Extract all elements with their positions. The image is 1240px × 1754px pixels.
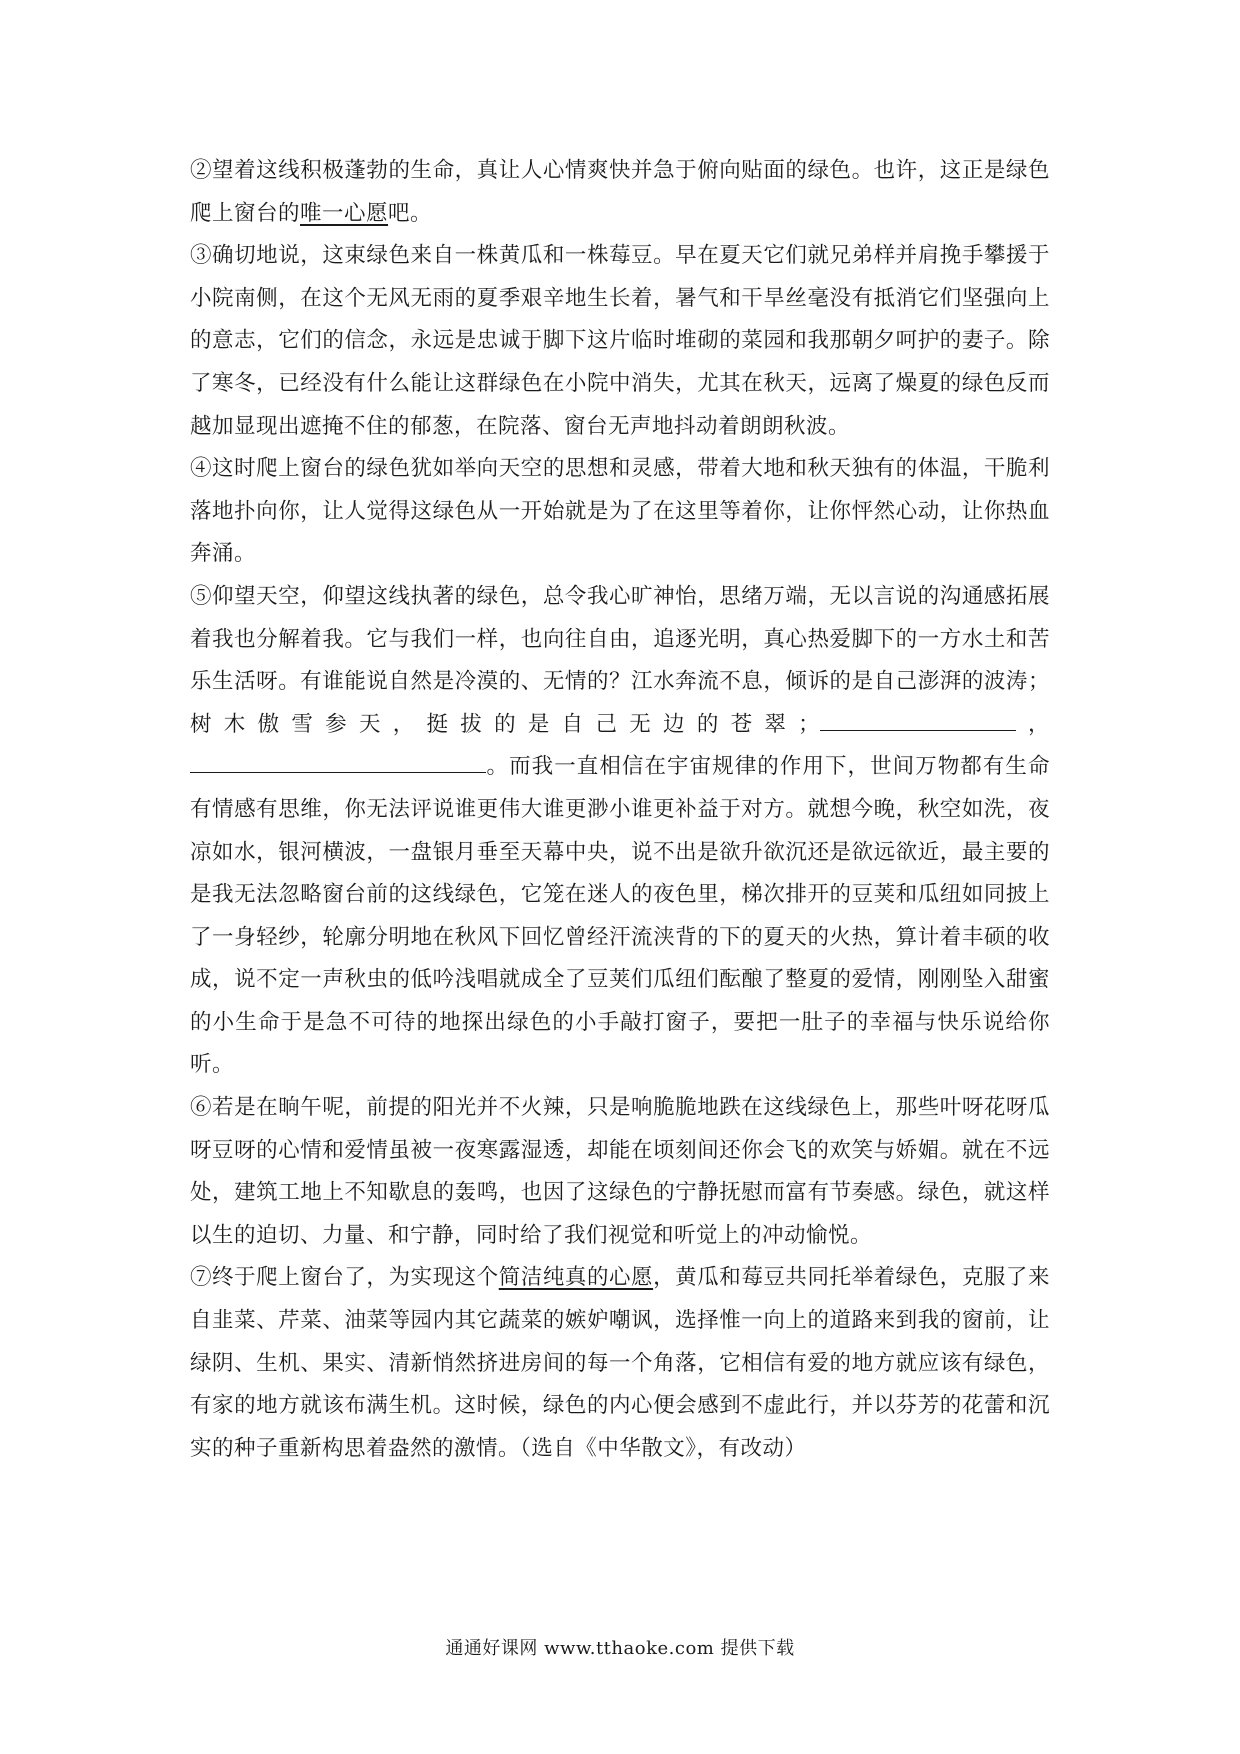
paragraph-p3	[190, 235, 1050, 448]
document-body	[190, 150, 1050, 1470]
text-segment: ⑤仰望天空，仰望这线执著的绿色，总令我心旷神怡，思绪万端，无以言说的沟通感拓展着我也分解着我。它与我们一样，也向往自由，追逐光明，真心热爱脚下的一方水土和苦乐生活呀。有谁能说自然是冷漠的、无情的？江水奔流不息，倾诉的是自己澎湃的波涛；树木傲雪参天，挺拔的是自己无边的苍翠；	[190, 583, 1050, 737]
underlined-phrase: 简洁纯真的心愿	[498, 1265, 654, 1291]
text-segment: 吧。	[388, 200, 433, 226]
text-segment: ，黄瓜和莓豆共同托举着绿色，克服了来自韭菜、芹菜、油菜等园内其它蔬菜的嫉妒嘲讽，选择惟一向上的道路来到我的窗前，让绿阴、生机、果实、清新悄然挤进房间的每一个角落，它相信有爱的地方就应该有绿色，有家的地方就该布满生机。这时候，绿色的内心便会感到不虚此行，并以芬芳的花蕾和沉实的种子重新构思着盎然的激情。（选自《中华散文》，有改动）	[190, 1265, 1050, 1461]
text-segment: ②望着这线积极蓬勃的生命，真让人心情爽快并急于俯向贴面的绿色。也许，这正是绿色爬上窗台的	[190, 158, 1050, 226]
text-segment: ③确切地说，这束绿色来自一株黄瓜和一株莓豆。早在夏天它们就兄弟样并肩挽手攀援于小院南侧，在这个无风无雨的夏季艰辛地生长着，暑气和干旱丝毫没有抵消它们坚强向上的意志，它们的信念，永远是忠诚于脚下这片临时堆砌的菜园和我那朝夕呵护的妻子。除了寒冬，已经没有什么能让这群绿色在小院中消失，尤其在秋天，远离了燥夏的绿色反而越加显现出遮掩不住的郁葱，在院落、窗台无声地抖动着朗朗秋波。	[190, 243, 1050, 439]
text-segment: ⑥若是在晌午呢，前提的阳光并不火辣，只是响脆脆地跌在这线绿色上，那些叶呀花呀瓜呀豆呀的心情和爱情虽被一夜寒露湿透，却能在顷刻间还你会飞的欢笑与娇媚。就在不远处，建筑工地上不知歇息的轰鸣，也因了这绿色的宁静抚慰而富有节奏感。绿色，就这样以生的迫切、力量、和宁静，同时给了我们视觉和听觉上的冲动愉悦。	[190, 1095, 1050, 1248]
underlined-phrase: 唯一心愿	[300, 200, 389, 226]
paragraph-p7	[190, 1257, 1050, 1470]
fill-in-blank-b[interactable]	[190, 746, 486, 773]
paragraph-p6	[190, 1087, 1050, 1257]
paragraph-p2	[190, 150, 1050, 235]
text-segment: ，	[1016, 711, 1050, 737]
fill-in-blank-a[interactable]	[820, 704, 1016, 731]
text-segment: ⑦终于爬上窗台了，为实现这个	[190, 1265, 499, 1291]
paragraph-p5	[190, 576, 1050, 1087]
text-segment: ④这时爬上窗台的绿色犹如举向天空的思想和灵感，带着大地和秋天独有的体温，干脆利落地扑向你，让人觉得这绿色从一开始就是为了在这里等着你，让你怦然心动，让你热血奔涌。	[190, 456, 1050, 567]
paragraph-p4	[190, 448, 1050, 576]
text-segment: 。而我一直相信在宇宙规律的作用下，世间万物都有生命有情感有思维，你无法评说谁更伟大谁更渺小谁更补益于对方。就想今晚，秋空如洗，夜凉如水，银河横波，一盘银月垂至天幕中央，说不出是欲升欲沉还是欲远欲近，最主要的是我无法忽略窗台前的这线绿色，它笼在迷人的夜色里，梯次排开的豆荚和瓜纽如同披上了一身轻纱，轮廓分明地在秋风下回忆曾经汗流浃背的下的夏天的火热，算计着丰硕的收成，说不定一声秋虫的低吟浅唱就成全了豆荚们瓜纽们酝酿了整夏的爱情，刚刚坠入甜蜜的小生命于是急不可待的地探出绿色的小手敲打窗子，要把一肚子的幸福与快乐说给你听。	[190, 754, 1050, 1078]
page-footer: 通通好课网 www.tthaoke.com 提供下载	[445, 1638, 795, 1659]
